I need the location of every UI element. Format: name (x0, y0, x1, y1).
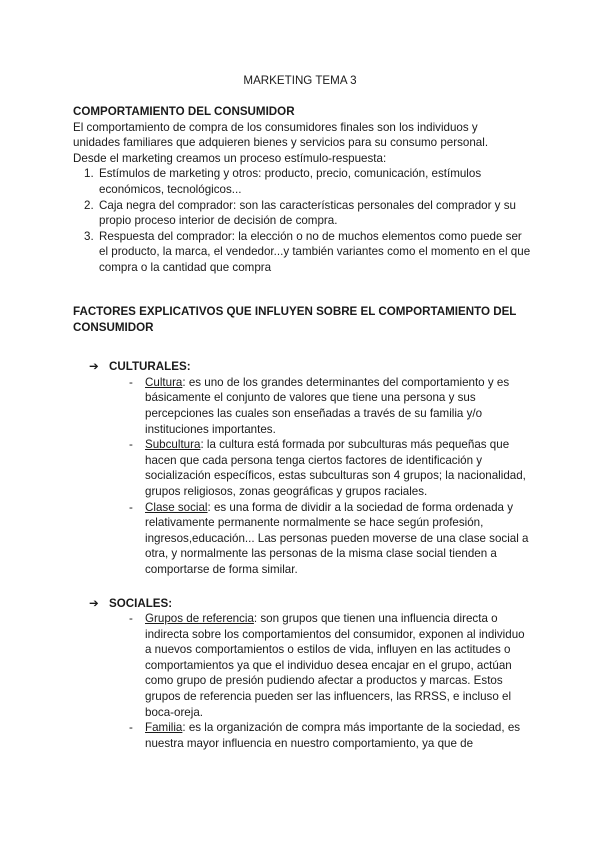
social-factors-list (73, 611, 533, 751)
list-number: 3. (84, 229, 94, 243)
list-dash: - (129, 500, 133, 514)
list-text: Respuesta del comprador: la elección o no de muchos elementos como puede ser el producto, la marca, el vendedor...y también variantes como el momento en el que compra o la cantidad que compra (99, 229, 531, 274)
list-item (73, 166, 533, 197)
list-item (73, 229, 533, 276)
list-item (73, 500, 533, 578)
term-label: Grupos de referencia (145, 612, 254, 626)
term-definition: : es una forma de dividir a la sociedad de forma ordenada y relativamente permanente normalmente se hace según profesión, ingresos,educación... Las personas pueden moverse de una clase social a otra, y normalmente las personas de la misma clase social tienden a comportarse de forma similar. (145, 500, 529, 576)
section-heading: COMPORTAMIENTO DEL CONSUMIDOR (73, 105, 295, 118)
category-label: CULTURALES: (109, 360, 191, 374)
cultural-factors-list (73, 375, 533, 578)
intro-line: unidades familiares que adquieren bienes y servicios para su consumo personal. (73, 136, 489, 150)
list-dash: - (129, 612, 133, 626)
term-definition: : es uno de los grandes determinantes del comportamiento y es básicamente el conjunto de valores que tiene una persona y sus percepciones las cuales son enseñadas a través de su familia y/o instituciones importantes. (145, 375, 510, 436)
list-number: 2. (84, 198, 94, 212)
term-label: Cultura (145, 375, 183, 389)
term-label: Subcultura (145, 438, 201, 452)
section-explanatory-factors (73, 304, 533, 751)
list-item (73, 437, 533, 499)
list-dash: - (129, 721, 133, 735)
arrow-right-icon: ➔ (89, 360, 99, 374)
document-title: MARKETING TEMA 3 (243, 74, 357, 87)
term-label: Familia (145, 721, 183, 735)
category-label: SOCIALES: (109, 596, 173, 610)
section-consumer-behavior (73, 104, 533, 276)
list-text: Caja negra del comprador: son las características personales del comprador y su propio proceso interior de decisión de compra. (99, 198, 516, 228)
intro-paragraph (73, 120, 533, 167)
intro-line: Desde el marketing creamos un proceso estímulo-respuesta: (73, 151, 387, 165)
term-definition: : son grupos que tienen una influencia directa o indirecta sobre los comportamientos del consumidor, exponen al individuo a nuevos comportamientos o estilos de vida, influyen en las actitudes o comportamientos ya que el individuo desea encajar en el grupo, actúan como grupo de presión pudiendo afectar a productos y marcas. Estos grupos de referencia pueden ser las influencers, las RRSS, e incluso el boca-oreja. (145, 612, 525, 719)
category-social (73, 596, 533, 612)
list-item (73, 611, 533, 720)
list-item (73, 720, 533, 751)
section-heading: FACTORES EXPLICATIVOS QUE INFLUYEN SOBRE EL COMPORTAMIENTO DEL CONSUMIDOR (73, 305, 517, 334)
arrow-right-icon: ➔ (89, 596, 99, 610)
term-label: Clase social (145, 500, 208, 514)
list-number: 1. (84, 167, 94, 181)
list-item (73, 198, 533, 229)
list-text: Estímulos de marketing y otros: producto, precio, comunicación, estímulos económicos, tecnológicos... (99, 167, 482, 196)
term-definition: : la cultura está formada por subculturas más pequeñas que hacen que cada persona tenga ciertos factores de identificación y socialización específicos, estas subculturas son 4 grupos; la nacionalidad, grupos religiosos, zonas geográficas y grupos raciales. (145, 438, 526, 498)
list-dash: - (129, 438, 133, 452)
term-definition: : es la organización de compra más importante de la sociedad, es nuestra mayor influencia en nuestro comportamiento, ya que de (145, 721, 521, 750)
intro-line: El comportamiento de compra de los consumidores finales son los individuos y (73, 120, 478, 134)
numbered-list (73, 166, 533, 275)
list-item (73, 375, 533, 437)
list-dash: - (129, 375, 133, 389)
category-cultural (73, 359, 533, 375)
